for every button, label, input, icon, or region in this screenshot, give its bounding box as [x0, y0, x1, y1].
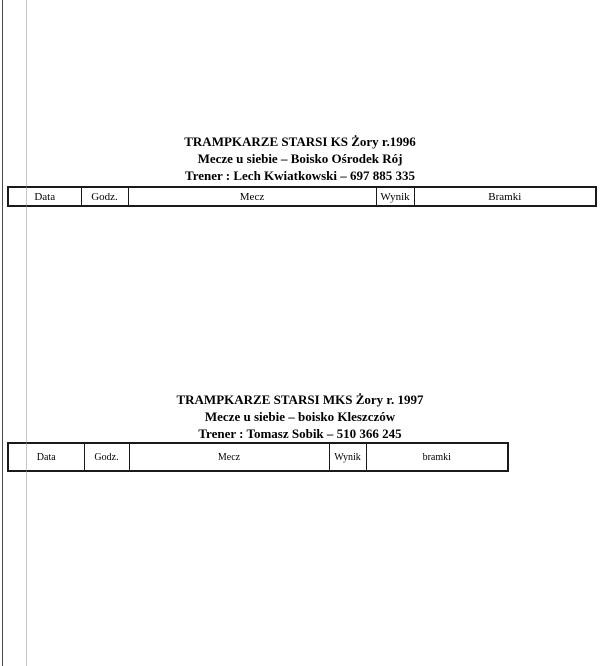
section-title: TRAMPKARZE STARSI MKS Żory r. 1997 — [176, 392, 424, 407]
scan-fold-line — [26, 0, 27, 666]
section-title-mks-1997 — [0, 391, 600, 442]
header-data: Data — [8, 187, 81, 206]
coach-line: Trener : Tomasz Sobik – 510 366 245 — [198, 426, 402, 441]
header-bramki: bramki — [366, 443, 508, 471]
ks-zory-1996-table — [7, 186, 597, 207]
mks-zory-1997-table — [7, 442, 509, 472]
header-wynik: Wynik — [376, 187, 414, 206]
table-header — [8, 187, 596, 206]
venue-line: Mecze u siebie – boisko Kleszczów — [204, 409, 396, 424]
page-edge-line — [2, 0, 3, 666]
venue-line: Mecze u siebie – Boisko Ośrodek Rój — [197, 151, 403, 166]
header-row — [8, 443, 508, 471]
section-title: TRAMPKARZE STARSI KS Żory r.1996 — [184, 134, 416, 149]
header-godz: Godz. — [81, 187, 128, 206]
section-title-ks-1996 — [0, 133, 600, 184]
header-wynik: Wynik — [329, 443, 366, 471]
table-header — [8, 443, 508, 471]
header-data: Data — [8, 443, 84, 471]
header-row — [8, 187, 596, 206]
coach-line: Trener : Lech Kwiatkowski – 697 885 335 — [184, 168, 416, 183]
header-mecz: Mecz — [128, 187, 376, 206]
header-godz: Godz. — [84, 443, 129, 471]
header-mecz: Mecz — [129, 443, 329, 471]
header-bramki: Bramki — [414, 187, 596, 206]
